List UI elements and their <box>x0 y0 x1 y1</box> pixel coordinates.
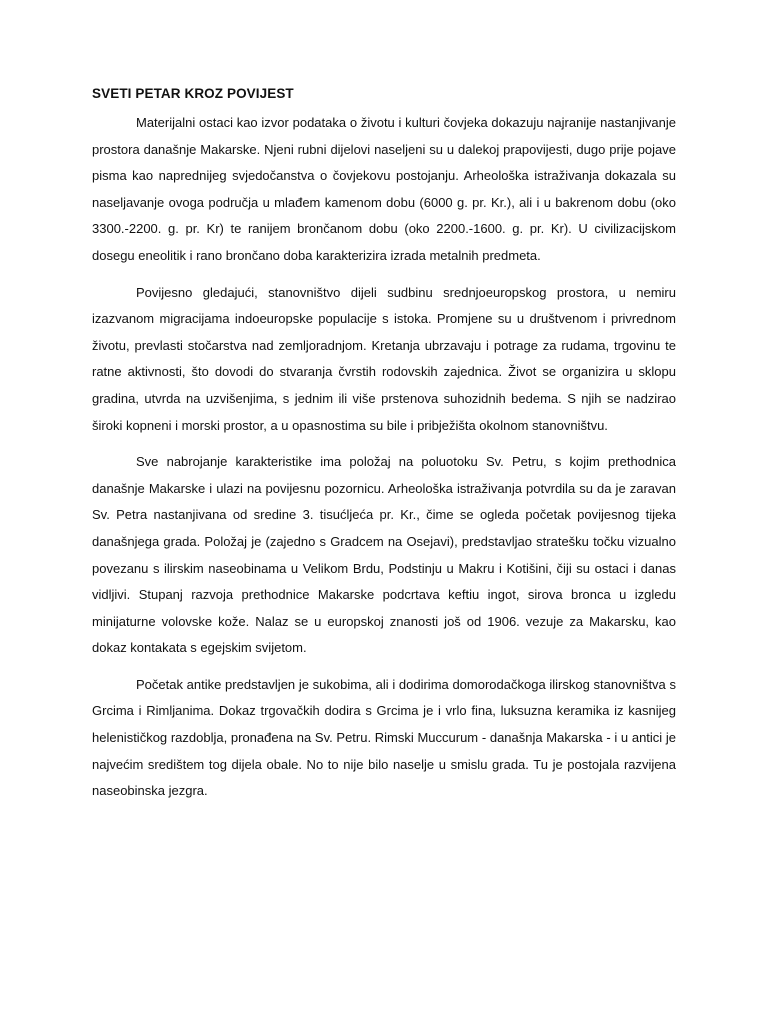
document-page <box>92 84 676 815</box>
paragraph-2: Povijesno gledajući, stanovništvo dijeli sudbinu srednjoeuropskog prostora, u nemiru izazvanom migracijama indoeuropske populacije s istoka. Promjene su u društvenom i privrednom životu, prevlasti stočarstva nad zemljoradnjom. Kretanja ubrzavaju i potrage za rudama, trgovinu te ratne aktivnosti, što dovodi do stvaranja čvrstih rodovskih zajednica. Život se organizira u sklopu gradina, utvrda na uzvišenjima, s jednim ili više prstenova suhozidnih bedema. S njih se nadzirao široki kopneni i morski prostor, a u opasnostima su bile i pribježišta okolnom stanovništvu. <box>92 284 676 433</box>
paragraph-3: Sve nabrojanje karakteristike ima položaj na poluotoku Sv. Petru, s kojim prethodnica današnje Makarske i ulazi na povijesnu pozornicu. Arheološka istraživanja potvrdila su da je zaravan Sv. Petra nastanjivana od sredine 3. tisućljeća pr. Kr., čime se ogleda početak povijesnog tijeka današnjega grada. Položaj je (zajedno s Gradcem na Osejavi), predstavljao stratešku točku vizualno povezanu s ilirskim naseobinama u Velikom Brdu, Podstinju u Makru i Kotišini, čiji su ostaci i danas vidljivi. Stupanj razvoja prethodnice Makarske podcrtava keftiu ingot, sirova bronca u izgledu minijaturne volovske kože. Nalaz se u europskoj znanosti još od 1906. vezuje za Makarsku, kao dokaz kontakata s egejskim svijetom. <box>92 454 676 656</box>
document-title: SVETI PETAR KROZ POVIJEST <box>92 86 294 101</box>
paragraph-1: Materijalni ostaci kao izvor podataka o životu i kulturi čovjeka dokazuju najranije nastanjivanje prostora današnje Makarske. Njeni rubni dijelovi naseljeni su u dalekoj prapovijesti, dugo prije pojave pisma kao naprednijeg svjedočanstva o čovjekovu postojanju. Arheološka istraživanja dokazala su naseljavanje ovoga područja u mlađem kamenom dobu (6000 g. pr. Kr.), ali i u bakrenom dobu (oko 3300.-2200. g. pr. Kr) te ranijem brončanom dobu (oko 2200.-1600. g. pr. Kr). U civilizacijskom dosegu eneolitik i rano brončano doba karakterizira izrada metalnih predmeta. <box>92 115 676 263</box>
paragraph-4: Početak antike predstavljen je sukobima, ali i dodirima domorodačkoga ilirskog stanovništva s Grcima i Rimljanima. Dokaz trgovačkih dodira s Grcima je i vrlo fina, luksuzna keramika iz kasnijeg helenističkog razdoblja, pronađena na Sv. Petru. Rimski Muccurum - današnja Makarska - i u antici je najvećim središtem tog dijela obale. No to nije bilo naselje u smislu grada. Tu je postojala razvijena naseobinska jezgra. <box>92 676 676 799</box>
